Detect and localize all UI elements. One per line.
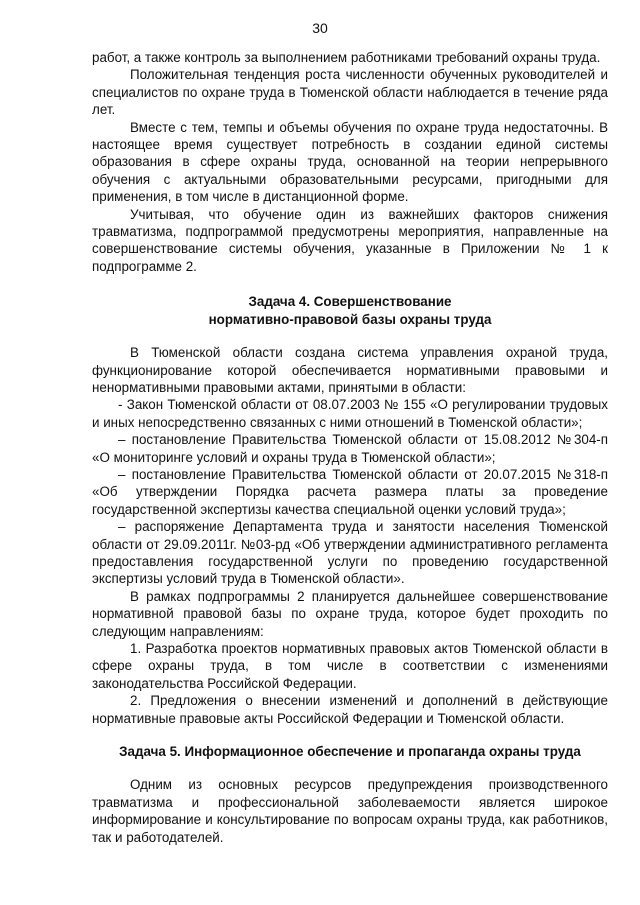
- task4-intro: В Тюменской области создана система управления охраной труда, функционирование которой обеспечивается нормативными правовыми и ненормативными правовыми актами, принятыми в области:: [92, 345, 608, 395]
- act-order-03rd: – распоряжение Департамента труда и занятости населения Тюменской области от 29.09.2011г. №03-рд «Об утверждении административного регламента предоставления государственной услуги по проведению государственной экспертизы условий труда в Тюменской области».: [92, 519, 608, 587]
- task4-plan-intro: В рамках подпрограммы 2 планируется дальнейшее совершенствование нормативной правовой базы по охране труда, которое будет проходить по следующим направлениям:: [92, 588, 608, 639]
- paragraph-insufficient-training: Вместе с тем, темпы и объемы обучения по охране труда недостаточны. В настоящее время существует потребность в создании единой системы образования в сфере охраны труда, основанной на теории непрерывного обучения с актуальными образовательными ресурсами, пригодными для применения, в том числе в дистанционной форме.: [92, 119, 608, 205]
- paragraph-training-measures: Учитывая, что обучение один из важнейших факторов снижения травматизма, подпрограммой предусмотрены мероприятия, направленные на совершенствование системы обучения, указанные в Приложении № 1 к подпрограмме 2.: [92, 206, 608, 274]
- task5-heading: Задача 5. Информационное обеспечение и пропаганда охраны труда: [119, 744, 581, 760]
- act-resolution-304: – постановление Правительства Тюменской области от 15.08.2012 №304-п «О мониторинге условий и охраны труда в Тюменской области»;: [92, 432, 608, 465]
- task4-heading-line1: Задача 4. Совершенствование: [248, 294, 452, 310]
- paragraph-positive-trend: Положительная тенденция роста численности обученных руководителей и специалистов по охране труда в Тюменской области наблюдается в течение ряда лет.: [92, 67, 608, 118]
- task4-heading-line2: нормативно-правовой базы охраны труда: [208, 311, 492, 327]
- act-law-155: - Закон Тюменской области от 08.07.2003 № 155 «О регулировании трудовых и иных непосредственно связанных с ними отношений в Тюменской области»;: [92, 397, 608, 430]
- task5-text: Одним из основных ресурсов предупреждения производственного травматизма и профессиональной заболеваемости является широкое информирование и консультирование по вопросам охраны труда, как работников, так и работодателей.: [92, 777, 608, 845]
- page-number: 30: [312, 20, 328, 36]
- direction-2: 2. Предложения о внесении изменений и дополнений в действующие нормативные правовые акты Российской Федерации и Тюменской области.: [92, 693, 608, 726]
- direction-1: 1. Разработка проектов нормативных правовых актов Тюменской области в сфере охраны труда, в том числе в соответствии с изменениями законодательства Российской Федерации.: [92, 641, 608, 691]
- act-resolution-318: – постановление Правительства Тюменской области от 20.07.2015 №318-п «Об утверждении Порядка расчета размера платы за проведение государственной экспертизы качества специальной оценки условий труда»;: [92, 466, 608, 517]
- page-content: [92, 49, 608, 846]
- paragraph-continuation: работ, а также контроль за выполнением работниками требований охраны труда.: [92, 50, 601, 65]
